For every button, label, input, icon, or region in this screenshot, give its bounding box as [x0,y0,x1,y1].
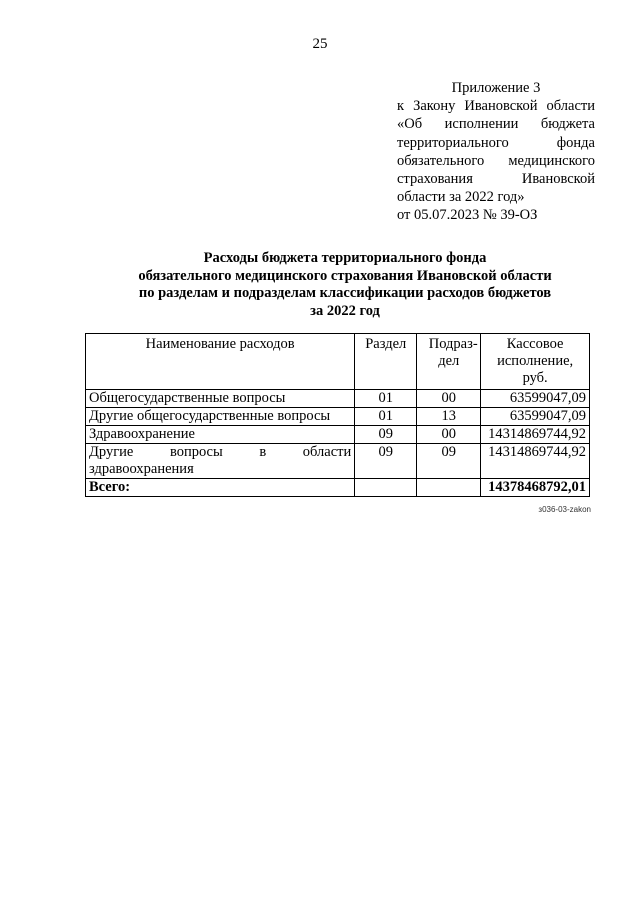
table-row [86,390,590,408]
table-header-row [86,334,590,390]
row-section: 09 [355,444,417,479]
document-title-line: Расходы бюджета территориального фонда [203,250,487,266]
header-amount [481,334,590,390]
header-section: Раздел [355,334,417,390]
total-subsection [417,479,481,497]
total-amount: 14378468792,01 [481,479,590,497]
row-subsection: 00 [417,390,481,408]
row-name: Другие вопросы в области здравоохранения [86,444,355,479]
expenses-table [85,333,590,497]
appendix-line: к Закону Ивановской области [397,98,595,115]
row-section: 01 [355,408,417,426]
header-subsection-text: Подраз-дел [428,336,478,369]
table-row [86,426,590,444]
row-subsection: 13 [417,408,481,426]
header-amount-text: Кассовое исполнение, руб. [497,336,574,386]
total-label: Всего: [86,479,355,497]
appendix-line: обязательного медицинского [397,152,595,169]
row-subsection: 09 [417,444,481,479]
document-title-line: по разделам и подразделам классификации расходов бюджетов [138,285,552,302]
row-amount: 63599047,09 [481,390,590,408]
row-section: 01 [355,390,417,408]
document-code: з036-03-zakon [538,505,591,514]
page-number: 25 [312,36,328,52]
table-total-row [86,479,590,497]
appendix-title: Приложение 3 [451,80,541,96]
appendix-line: территориального фонда [397,134,595,151]
header-subsection [417,334,481,390]
appendix-line: области за 2022 год» [397,189,525,206]
row-name: Здравоохранение [86,426,355,444]
row-amount: 63599047,09 [481,408,590,426]
row-amount: 14314869744,92 [481,444,590,479]
table-row [86,444,590,479]
total-section [355,479,417,497]
appendix-line: страхования Ивановской [397,171,595,188]
table-row [86,408,590,426]
document-title-line: за 2022 год [310,302,380,319]
appendix-block [397,79,595,225]
appendix-line: от 05.07.2023 № 39-ОЗ [397,207,538,224]
appendix-line: «Об исполнении бюджета [397,116,595,133]
row-subsection: 00 [417,426,481,444]
row-name: Другие общегосударственные вопросы [86,408,355,426]
row-amount: 14314869744,92 [481,426,590,444]
row-section: 09 [355,426,417,444]
document-title-line: обязательного медицинского страхования Ивановской области [138,267,552,284]
row-name: Общегосударственные вопросы [86,390,355,408]
document-title [60,250,630,320]
header-name: Наименование расходов [86,334,355,390]
